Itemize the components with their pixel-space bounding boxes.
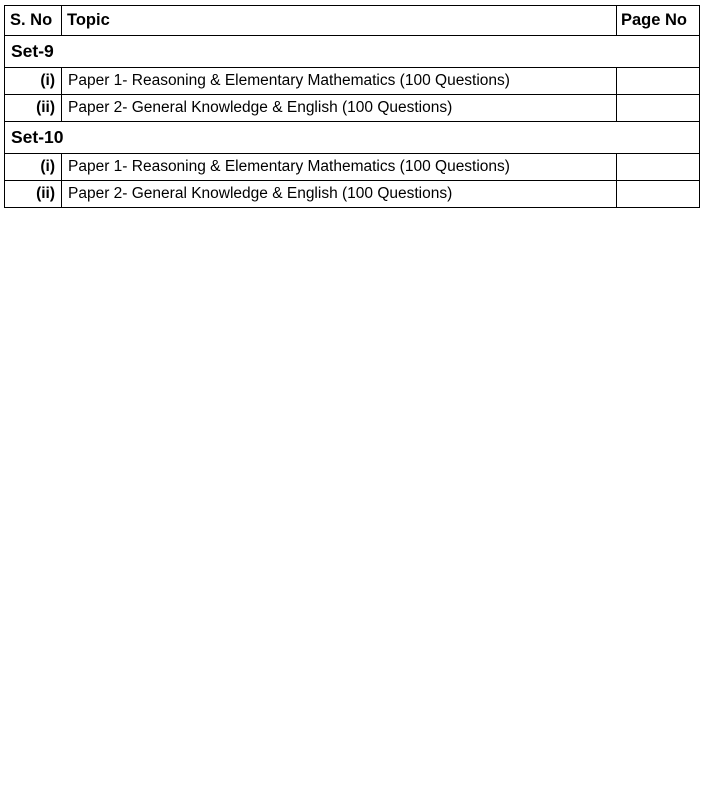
row-page-no xyxy=(617,154,700,181)
row-number: (i) xyxy=(5,68,62,95)
header-row xyxy=(5,6,700,36)
contents-table xyxy=(4,5,700,208)
row-page-no xyxy=(617,95,700,122)
row-page-no xyxy=(617,68,700,95)
table-row xyxy=(5,68,700,95)
table-row xyxy=(5,154,700,181)
header-page-no: Page No xyxy=(617,6,700,36)
set-label: Set-10 xyxy=(5,122,700,154)
row-number: (ii) xyxy=(5,95,62,122)
set-label: Set-9 xyxy=(5,36,700,68)
row-page-no xyxy=(617,181,700,208)
row-number: (i) xyxy=(5,154,62,181)
set-row xyxy=(5,122,700,154)
table-row xyxy=(5,181,700,208)
set-row xyxy=(5,36,700,68)
row-topic: Paper 1- Reasoning & Elementary Mathematics (100 Questions) xyxy=(62,154,617,181)
row-topic: Paper 2- General Knowledge & English (100 Questions) xyxy=(62,95,617,122)
row-topic: Paper 2- General Knowledge & English (100 Questions) xyxy=(62,181,617,208)
row-topic: Paper 1- Reasoning & Elementary Mathematics (100 Questions) xyxy=(62,68,617,95)
row-number: (ii) xyxy=(5,181,62,208)
header-sno: S. No xyxy=(5,6,62,36)
header-topic: Topic xyxy=(62,6,617,36)
table-row xyxy=(5,95,700,122)
